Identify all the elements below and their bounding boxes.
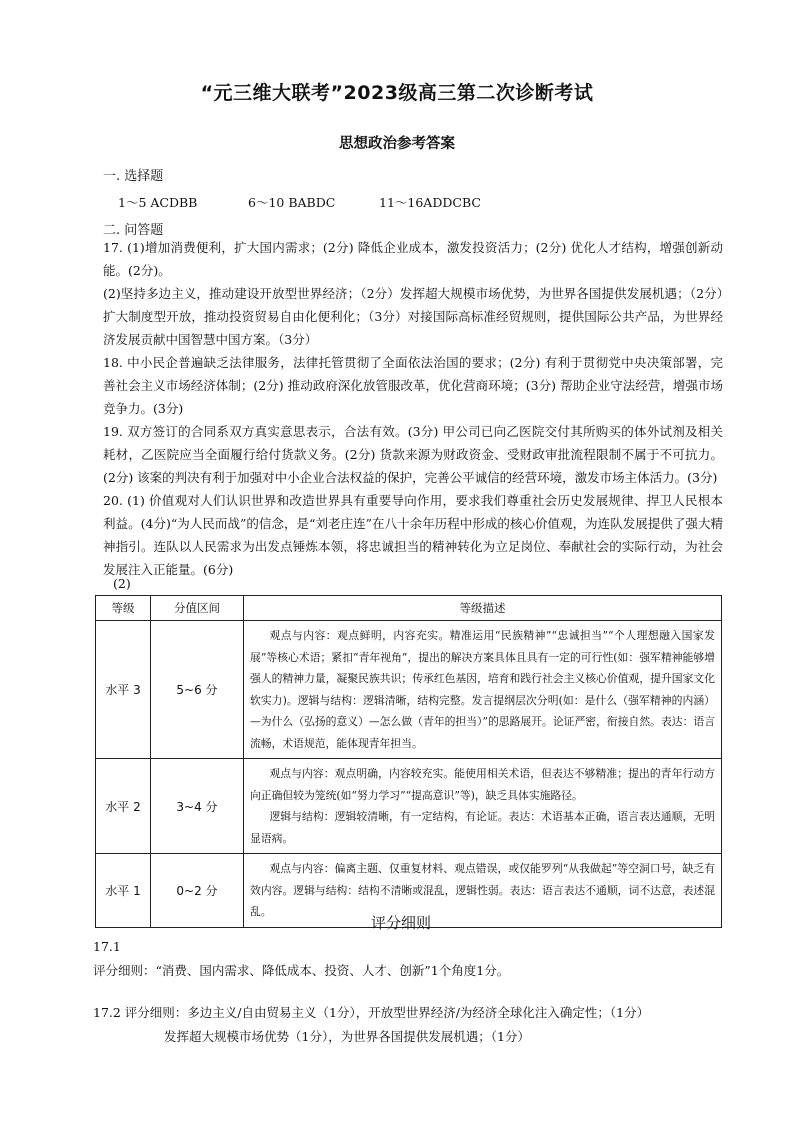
rubric-header-level: 等级	[96, 596, 151, 621]
section-heading-choice: 一. 选择题	[103, 169, 164, 184]
rubric-header-range: 分值区间	[151, 596, 244, 621]
answer-group-1: 1～5 ACDBB	[118, 195, 198, 210]
scoring-17-2-line1: 17.2 评分细则：多边主义/自由贸易主义（1分），开放型世界经济/为经济全球化注入确定性；（1分）	[93, 1005, 650, 1020]
scoring-details-title: 评分细则	[370, 914, 431, 932]
rubric-header-desc: 等级描述	[244, 596, 722, 621]
scoring-17-2-line2: 发挥超大规模市场优势（1分），为世界各国提供发展机遇；（1分）	[164, 1029, 530, 1044]
scoring-17-1-text: 评分细则：“消费、国内需求、降低成本、投资、人才、创新”1个角度1分。	[93, 963, 510, 978]
rubric-range: 0~2 分	[151, 854, 244, 928]
section-heading-qa: 二. 问答题	[103, 223, 164, 238]
answer-20-1: 20. (1) 价值观对人们认识世界和改造世界具有重要导向作用，要求我们尊重社会历史发展规律、捍卫人民根本利益。(4分)“为人民而战”的信念，是“刘老庄连”在八十余年历程中形成的核心价值观，为连队发展提供了强大精神指引。连队以人民需求为出发点锤炼本领，将忠诚担当的精神转化为立足岗位、奉献社会的实际行动，为社会发展注入正能量。(6分)	[103, 493, 723, 577]
rubric-range: 5~6 分	[151, 621, 244, 759]
rubric-desc-paragraph: 观点与内容：观点鲜明，内容充实。精准运用“民族精神”“忠诚担当”“个人理想融入国家发展”等核心术语；紧扣“青年视角”，提出的解决方案具体且具有一定的可行性(如：强军精神能够增强人的精神力量，凝聚民族共识；传承红色基因，培育和践行社会主义核心价值观，提升国家文化软实力)。逻辑与结构：逻辑清晰，结构完整。发言提纲层次分明(如：是什么（强军精神的内涵）—为什么（弘扬的意义）—怎么做（青年的担当）”的思路展开。论证严密，衔接自然。表达：语言流畅，术语规范，能体现青年担当。	[250, 629, 715, 750]
page-title: “元三维大联考”2023级高三第二次诊断考试	[200, 82, 594, 104]
rubric-level: 水平 3	[96, 621, 151, 759]
rubric-level: 水平 1	[96, 854, 151, 928]
rubric-row	[96, 621, 722, 759]
answer-18: 18. 中小民企普遍缺乏法律服务，法律托管贯彻了全面依法治国的要求；(2分) 有利于贯彻党中央决策部署，完善社会主义市场经济体制；(2分) 推动政府深化放管服改革，优化营商环境；(3分) 帮助企业守法经营，增强市场竞争力。(3分)	[103, 355, 723, 416]
rubric-level: 水平 2	[96, 759, 151, 854]
rubric-description	[244, 759, 722, 854]
rubric-range: 3~4 分	[151, 759, 244, 854]
rubric-desc-paragraph: 观点与内容：偏离主题、仅重复材料、观点错误，或仅能罗列“从我做起”等空洞口号，缺乏有效内容。逻辑与结构：结构不清晰或混乱，逻辑性弱。表达：语言表达不通顺，词不达意，表述混乱。	[250, 862, 715, 918]
answer-group-3: 11～16ADDCBC	[379, 195, 481, 210]
scoring-17-1-label: 17.1	[93, 939, 121, 954]
rubric-description	[244, 621, 722, 759]
rubric-desc-paragraph: 观点与内容：观点明确，内容较充实。能使用相关术语，但表达不够精准；提出的青年行动方向正确但较为笼统(如“努力学习”“提高意识”等)，缺乏具体实施路径。	[250, 767, 715, 802]
answer-block	[103, 236, 723, 581]
rubric-header-row	[96, 596, 722, 621]
page-subtitle: 思想政治参考答案	[339, 136, 455, 152]
answer-19: 19. 双方签订的合同系双方真实意思表示，合法有效。(3分) 甲公司已向乙医院交付其所购买的体外试剂及相关耗材，乙医院应当全面履行给付货款义务。(2分) 货款来源为财政资金、受财政审批流程限制不属于不可抗力。(2分) 该案的判决有利于加强对中小企业合法权益的保护，完善公平诚信的经营环境，激发市场主体活力。(3分)	[103, 424, 723, 485]
answer-17-2: (2)坚持多边主义，推动建设开放型世界经济；（2分）发挥超大规模市场优势，为世界各国提供发展机遇；（2分）扩大制度型开放，推动投资贸易自由化便利化；（3分）对接国际高标准经贸规则，提供国际公共产品，为世界经济发展贡献中国智慧中国方案。（3分）	[103, 286, 723, 347]
answer-group-2: 6～10 BABDC	[248, 195, 336, 210]
answer-17-1: 17. (1)增加消费便利，扩大国内需求；(2分) 降低企业成本，激发投资活力；(2分) 优化人才结构，增强创新动能。(2分)。	[103, 240, 723, 278]
answer-20-2-label: (2)	[113, 576, 131, 591]
rubric-row	[96, 759, 722, 854]
rubric-desc-paragraph: 逻辑与结构：逻辑较清晰，有一定结构，有论证。表达：术语基本正确，语言表达通顺，无明显语病。	[250, 810, 715, 845]
rubric-table	[95, 595, 722, 928]
